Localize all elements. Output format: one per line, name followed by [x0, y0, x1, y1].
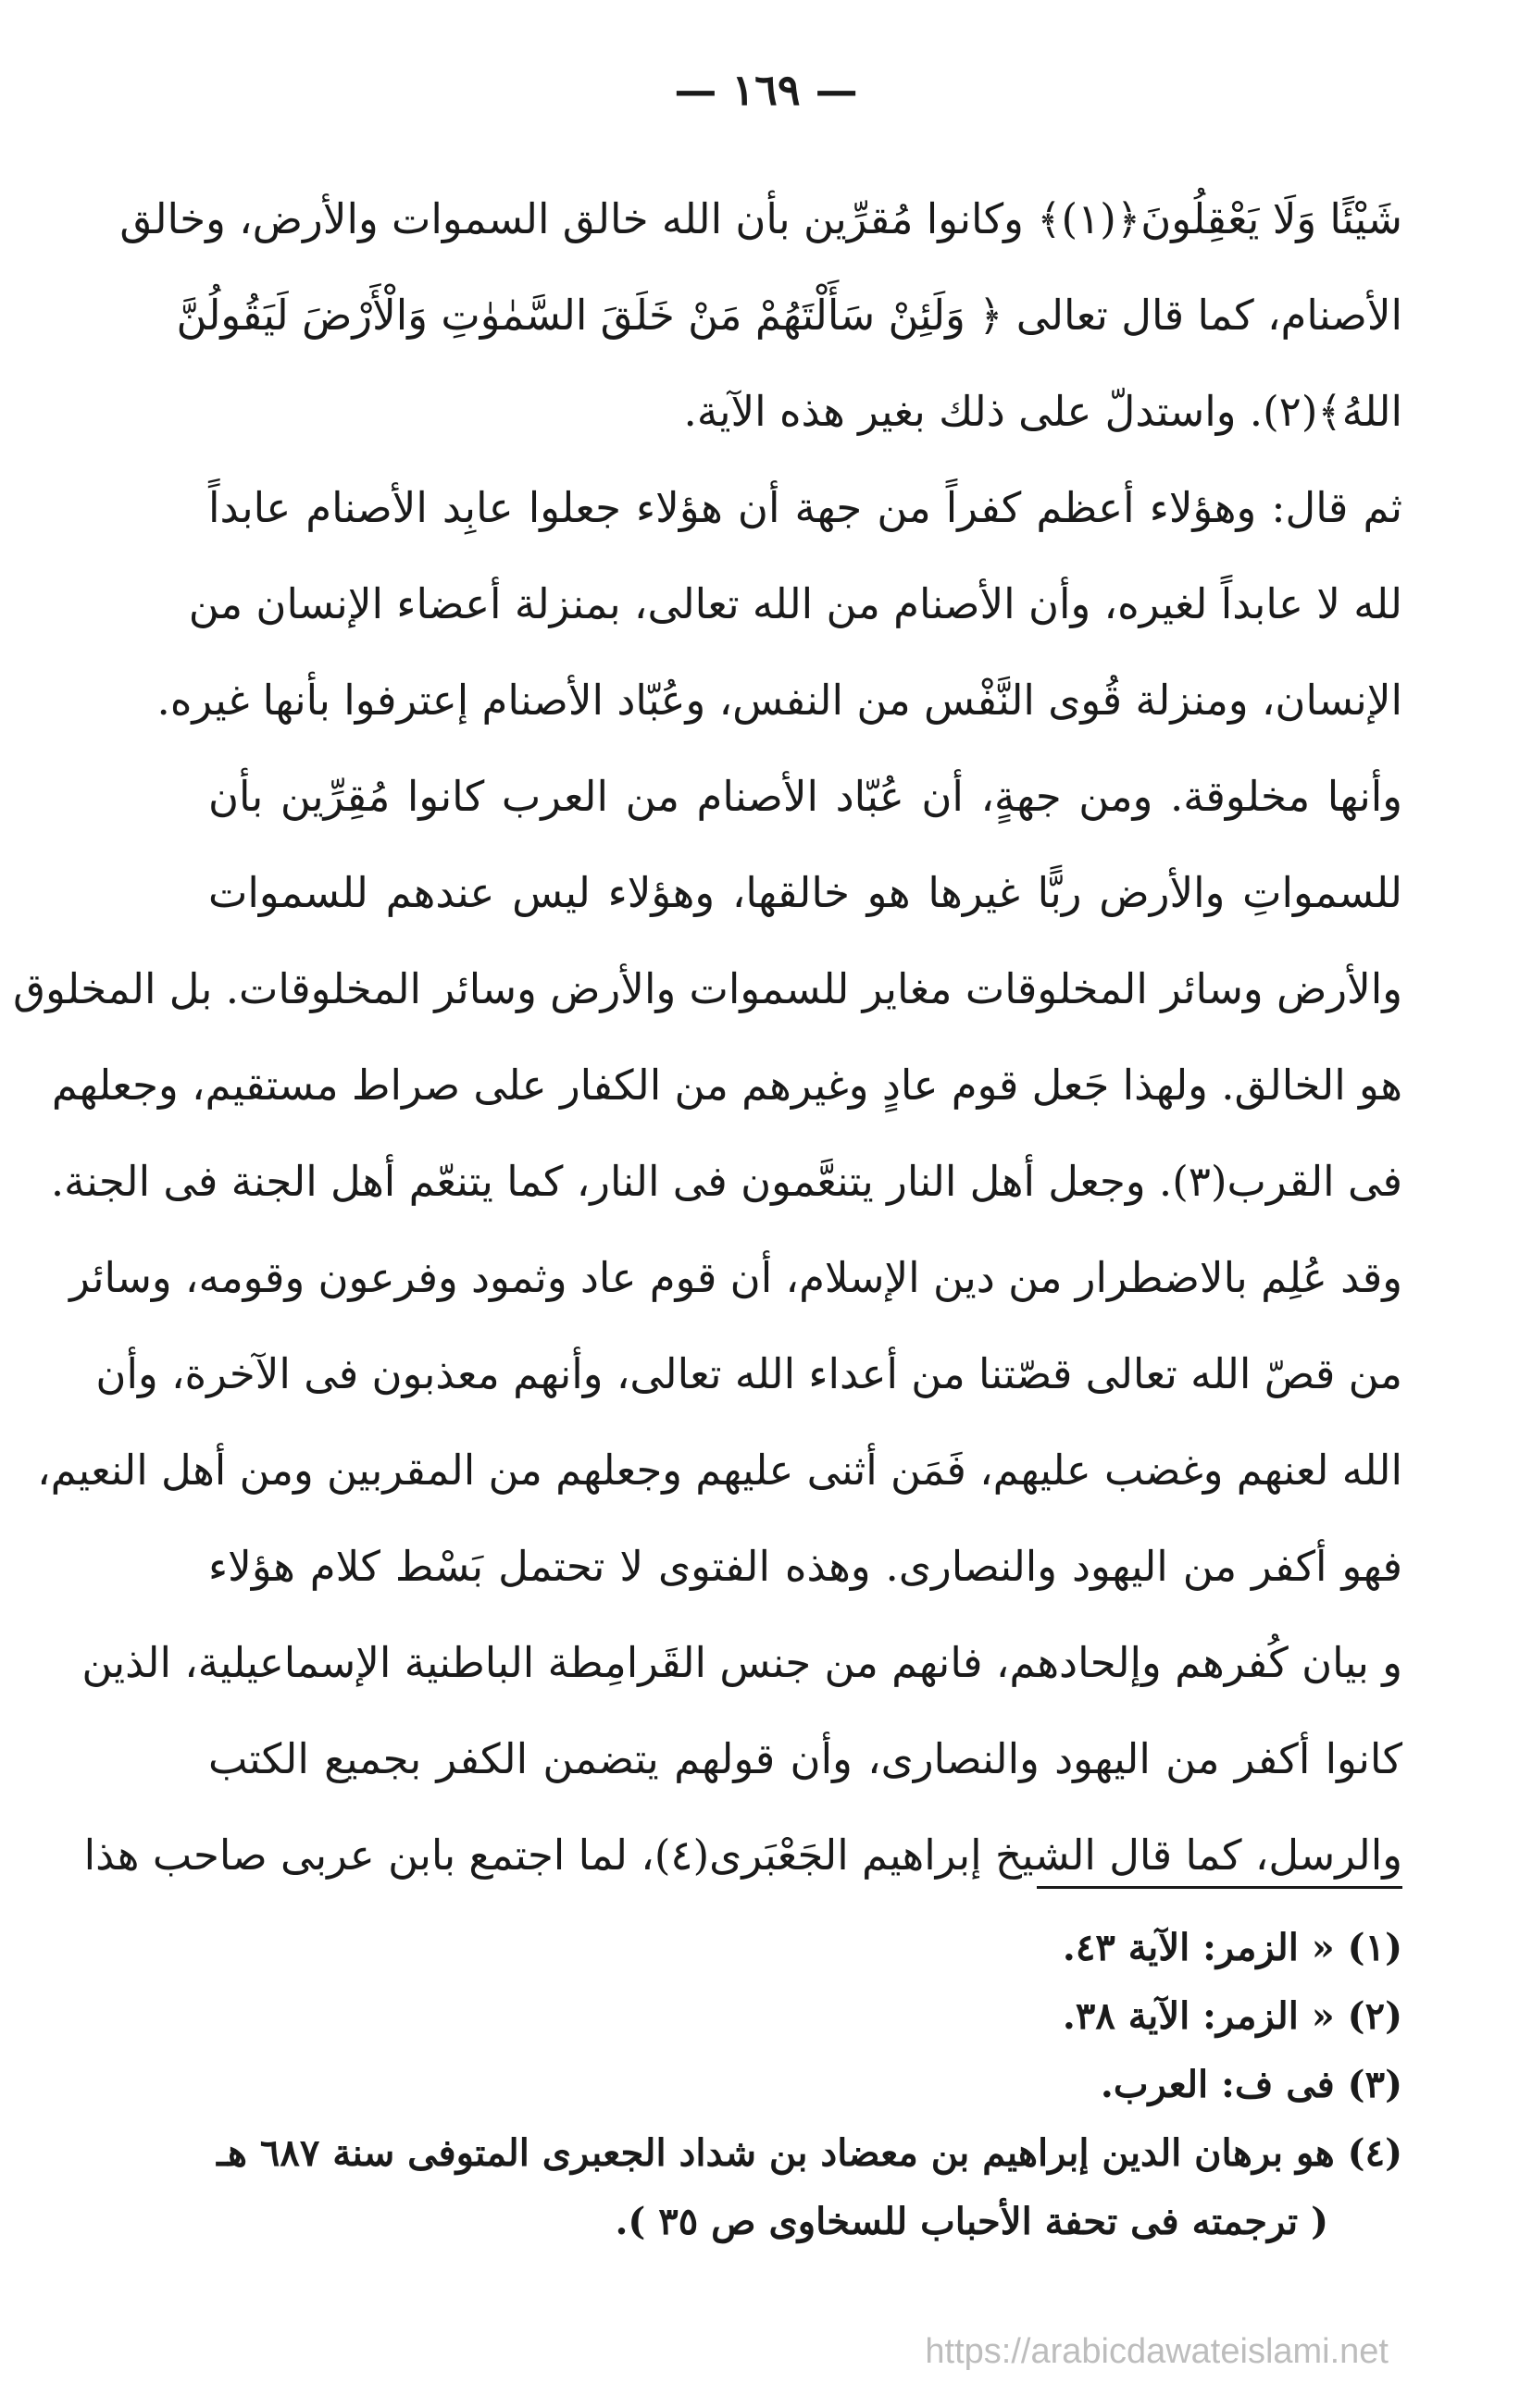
main-text [13, 171, 1402, 1904]
footnote-2: (٢) « الزمر: الآية ٣٨. [1062, 1994, 1402, 2038]
text-line: للسمواتِ والأرض ربًّا غيرها هو خالقها، وهؤلاء ليس عندهم للسموات [208, 868, 1402, 917]
text-line: هو الخالق. ولهذا جَعل قوم عادٍ وغيرهم من الكفار على صراط مستقيم، وجعلهم [51, 1061, 1402, 1110]
text-line: ثم قال: وهؤلاء أعظم كفراً من جهة أن هؤلاء جعلوا عابِد الأصنام عابداً [208, 483, 1402, 532]
text-line: الأصنام، كما قال تعالى ﴿ وَلَئِنْ سَأَلْتَهُمْ مَنْ خَلَقَ السَّمٰوٰتِ وَالْأَرْضَ لَيَقُولُنَّ [176, 291, 1402, 340]
text-line: و بيان كُفرهم وإلحادهم، فانهم من جنس القَرامِطة الباطنية الإسماعيلية، الذين [81, 1638, 1402, 1687]
footnote-3: (٣) فى ف: العرب. [1100, 2063, 1402, 2106]
text-line: والرسل، كما قال الشيخ إبراهيم الجَعْبَرى(٤)، لما اجتمع بابن عربى صاحب هذا [83, 1831, 1402, 1880]
text-line: اللهُ﴾(٢). واستدلّ على ذلك بغير هذه الآية. [683, 387, 1402, 436]
text-line: شَيْئًا وَلَا يَعْقِلُونَ﴿(١)﴾ وكانوا مُقرِّين بأن الله خالق السموات والأرض، وخالق [119, 194, 1402, 243]
text-line: فى القرب(٣). وجعل أهل النار يتنعَّمون فى النار، كما يتنعّم أهل الجنة فى الجنة. [50, 1157, 1402, 1206]
text-line: كانوا أكفر من اليهود والنصارى، وأن قولهم يتضمن الكفر بجميع الكتب [208, 1734, 1402, 1783]
text-line: من قصّ الله تعالى قصّتنا من أعداء الله تعالى، وأنهم معذبون فى الآخرة، وأن [95, 1349, 1402, 1398]
footnote-1: (١) « الزمر: الآية ٤٣. [1062, 1926, 1402, 1969]
text-line: وأنها مخلوقة. ومن جهةٍ، أن عُبّاد الأصنام من العرب كانوا مُقِرِّين بأن [208, 772, 1402, 821]
text-line: الإنسان، ومنزلة قُوى النَّفْس من النفس، وعُبّاد الأصنام إعترفوا بأنها غيره. [156, 676, 1402, 725]
footnote-4: (٤) هو برهان الدين إبراهيم بن معضاد بن شداد الجعبرى المتوفى سنة ٦٨٧ هـ [217, 2131, 1402, 2175]
text-line: وقد عُلِم بالاضطرار من دين الإسلام، أن قوم عاد وثمود وفرعون وقومه، وسائر [69, 1253, 1402, 1302]
footnotes [208, 1914, 1402, 2256]
text-line: الله لعنهم وغضب عليهم، فَمَن أثنى عليهم وجعلهم من المقربين ومن أهل النعيم، [37, 1446, 1402, 1495]
page-number: — ١٦٩ — [674, 65, 858, 115]
text-line: لله لا عابداً لغيره، وأن الأصنام من الله تعالى، بمنزلة أعضاء الإنسان من [188, 579, 1402, 628]
footnote-4-continuation: ( ترجمته فى تحفة الأحباب للسخاوى ص ٣٥ ). [615, 2200, 1328, 2243]
text-line: فهو أكفر من اليهود والنصارى. وهذه الفتوى لا تحتمل بَسْط كلام هؤلاء [208, 1542, 1402, 1591]
text-line: والأرض وسائر المخلوقات مغاير للسموات والأرض وسائر المخلوقات. بل المخلوق [13, 964, 1402, 1013]
watermark-url: https://arabicdawateislami.net [925, 2332, 1389, 2371]
footnote-divider [1037, 1886, 1402, 1889]
